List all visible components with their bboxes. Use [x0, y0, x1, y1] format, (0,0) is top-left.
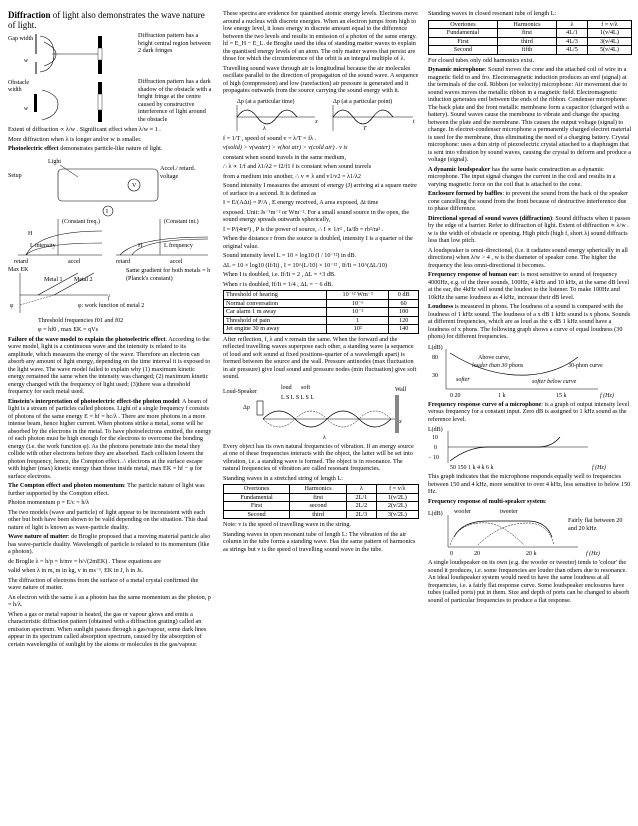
wave-fail: Failure of the wave model to explain the photoelectric effect. According to the wave model, light is a continuous wave and the intensity is related to its amplitude, which measures the energy of the wave. Therefore an electron can absorb any amount of light energy, depending on the time interval it is exposed to the light wave. The wave model failed to explain why (1) maximum kinetic energy remained the same when the intensity was changed; (2) maximum kinetic energy changed with the frequency of light used; (3)there was a threshold frequency for each metal used. — [8, 335, 211, 395]
g1-x1: 1 k — [498, 392, 506, 399]
table-cell: Threshold of hearing — [224, 291, 327, 300]
gap-description: Diffraction pattern has a bright central region between 2 dark fringes — [138, 32, 211, 54]
momentum-eq: Photon momentum p = E/c = h/λ — [8, 499, 90, 506]
diffraction-figure — [8, 32, 212, 124]
compton: The Compton effect and photon momentum: The particle nature of light was further supported by the Compton effect. — [8, 482, 205, 497]
mic-response: Frequency response curve of a microphone: is a graph of output intensity level versus frequency for a constant input. Zero dB is assigned to 1 kHz sound as the reference level. — [428, 400, 630, 423]
setup-label: Setup — [8, 172, 22, 179]
closed-title: Standing waves in closed resonant tube of length L: — [428, 10, 557, 17]
omni-text: A loudspeaker is omni-directional, (i.e. it radiates sound energy spherically in all directions) when λ/w > 4 , w is the diameter of speaker cone. The higher the frequency the less omni-directional it becomes. — [428, 246, 628, 269]
level-table — [223, 290, 419, 334]
baffles: Enclosure formed by baffles: to prevent the sound from the back of the speaker cone cancelling the sound from the front because of destructive interference due to phase difference. — [428, 190, 629, 212]
g1-ylabel: L(dB) — [428, 344, 443, 351]
g1-30: 30 — [432, 372, 438, 379]
table-header-cell: λ — [347, 485, 377, 494]
longitudinal-text: Travelling sound wave through air is longitudinal because the air molecules oscillate parallel to the direction of propagation of the sound wave. A sequence of high (compression) and low (rarefaction) air pressure is generated and it propagates outwards from the source carrying the sound energy with it. — [223, 64, 419, 94]
voltmeter-v: V — [132, 182, 137, 189]
intensity-eq: I = E/(AΔt) = P/A , E energy received, A area exposed, Δt time — [223, 199, 379, 206]
table-cell: 2L/1 — [347, 493, 377, 502]
g2-10: 10 — [432, 435, 438, 441]
table-cell: 100 — [389, 308, 419, 317]
dynamic-mic: Dynamic microphone: Sound moves the cone and the attached coil of wire in a magnetic field to and fro. Electromagnetic induction produces an emf (signal) at the terminals of the coil. Ribbon (or velocity) microphone: Air movement due to sound waves moves the metallic ribbon in a magnetic field. Electromagnetic induction generates emf between the ends of the ribbon. Condenser microphone: The back plate and the front metallic membrane form a capacitor (charged with a battery). Sound waves cause the membrane to vibrate and change the spacing between the plate and the membrane. This causes the output voltage (signal) to change. In electret-condenser microphone a permanently charged electret material is used for the membrane, thus eliminating the need of a charging battery. Crystal microphone: uses a thin strip of piezoelectric crystal attached to a diaphragm that is sent into vibration by sound waves, causing the crystal to deform and produce a voltage (signal). — [428, 66, 632, 163]
accel-electron: An electron with the same λ as a photon has the same momentum as the photon, p = h/λ. — [8, 593, 211, 608]
reflection-text: After reflection, f, λ and v remain the same. When the forward and the reflected travelling waves superpose each other, a standing wave (a sequence of loud and soft sound at fixed positions-quarter of a wavelength apart) is formed between the source and the wall. Pressure antinodes (max fluctuation in air pressure) give loud sound and pressure nodes (min fluctuation) give soft sound. — [223, 335, 417, 380]
level-row — [224, 325, 419, 334]
table-cell: First — [224, 502, 290, 511]
table-cell: Threshold of pain — [224, 316, 327, 325]
closed-note: For closed tubes only odd harmonics exist. — [428, 56, 535, 64]
string-row — [224, 493, 419, 502]
table-cell: Car alarm 1 m away — [224, 308, 327, 317]
photoelectric-figure — [8, 155, 212, 315]
table-cell: 4L/5 — [557, 46, 588, 55]
g1-x0: 0 20 — [450, 392, 461, 399]
medium-text: from a medium into another, ∴ v ∝ λ and v1/v2 = λ1/λ2 — [223, 172, 361, 180]
gap-w: w — [24, 58, 29, 64]
retard-2: retard — [116, 258, 130, 265]
ammeter-i: I — [106, 208, 108, 215]
diffraction-intro: Diffraction of light also demonstrates the wave nature of light. — [8, 10, 205, 30]
table-cell: 4L/3 — [557, 37, 588, 46]
accel-1: accel — [68, 258, 81, 265]
graph-T: T — [363, 125, 367, 132]
phon-curve-graph — [428, 343, 632, 399]
g1-xlabel: f (Hz) — [600, 392, 614, 399]
g1-softer: softer below curve — [532, 378, 577, 385]
column-3 — [428, 10, 632, 606]
column-1 — [8, 10, 212, 650]
table-cell: 1(v/2L) — [376, 493, 418, 502]
directional: Directional spread of sound waves (diffraction): Sound diffracts when it passes by the edge of a barrier. Refer to diffraction of light. Extent of diffraction ∝ λ/w . w is the width of obstacle or opening. High pitch (high f, short λ) sound diffracts less than low pitch. — [428, 214, 631, 244]
standing-lambda: λ — [323, 434, 326, 441]
g2-xlabel: f (Hz) — [592, 465, 606, 471]
graph-lambda: λ — [263, 125, 266, 132]
g2-m10: − 10 — [428, 455, 439, 461]
phi-note: φ: work function of metal 2 — [78, 302, 145, 309]
gas-emission: When a gas or metal vapour is heated, the gas or vapour glows and emits a characteristic diffraction pattern (obtained with a diffraction grating) called an emission spectrum. When sunlight passes through a gas/vapour, some dark lines appear in its spectrum called absorption spectrum, caused by the absorption of certain wavelengths of sunlight by the atoms or molecules in the gas/vapour. — [8, 610, 207, 648]
debroglie-valid: valid when λ in m, m in kg, v in ms⁻¹, EK in J, h in Js. — [8, 567, 144, 574]
table-cell: 140 — [389, 325, 419, 334]
debroglie-eq: de Broglie λ = h/p = h/mv = h/√(2mEK) . These equations are — [8, 557, 162, 565]
mic-response-graph — [428, 425, 632, 471]
g3-xlabel: f (Hz) — [586, 551, 600, 557]
table-cell: Jet engine 30 m away — [224, 325, 327, 334]
string-row — [224, 510, 419, 519]
exposed-text: exposed. Unit: Js⁻¹m⁻² or Wm⁻². For a small sound source in the open, the sound energy spreads outwards spherically, — [223, 208, 410, 223]
loudness: Loudness is measured in phons. The loudness of a sound is compared with the loudness of 1 kHz sound. The loudness of a x dB 1 kHz sound is x phons. Sounds at different frequencies, which are as loud as the x dB 1 kHz sound have a loudness of x phons. The following graph shows a curve of equal loudness (30 phons) for different frequencies. — [428, 303, 631, 340]
doubled-text: When I is doubled, i.e. If/Ii = 2 , ΔL = +3 dB. — [223, 271, 336, 278]
graph-time-label: Δp (at a particular time) — [237, 98, 295, 105]
level-row — [224, 291, 419, 300]
closed-row — [429, 29, 632, 38]
freq-eq: f = 1/T , speed of sound v = λ/T = fλ . — [223, 134, 317, 142]
obstacle-label: Obstacle — [8, 80, 29, 86]
string-row — [224, 502, 419, 511]
h-freq: H — [138, 242, 143, 249]
multi-speaker-graph — [428, 507, 632, 557]
graph-point-label: Δp (at a particular point) — [333, 98, 393, 105]
spherical-eq: I = P/(4πr²) , P is the power of source, ∴ I ∝ 1/r² , Ia/Ib = rb²/ra² . — [223, 225, 384, 233]
table-cell: 4L/1 — [557, 29, 588, 38]
g1-louder: louder than 30 phons — [472, 362, 524, 369]
spectra-text: These spectra are evidence for quantised atomic energy levels. Electrons move around a nucleus with discrete energies. When an electron jumps from high to low energy level, it loses energy in discrete amount equal to the difference between the two levels and results in emission of a photon of the same energy. hf = E_H − E_L. de Broglie used the idea of standing matter waves to explain the quantised energy levels of an atom. The only matter waves that persist are those for which the circumference of the orbit is an integral multiple of λ. — [223, 10, 418, 62]
obstacle-description: Diffraction pattern has a dark shadow of the obstacle with a bright fringe at the centre caused by constructive interference of light around the obstacle — [138, 78, 212, 123]
table-cell: third — [290, 510, 347, 519]
einstein: Einstein's interpretation of photoelectric effect-the photon model: A beam of light is a stream of particles called photons. Light of a single frequency f consists of photons of the same energy E = hf = hc/λ . There are more photons in a more intense beam, hence higher current. When photons strike a metal, some will be absorbed by the electrons in the metal. To have photoelectrons emitted, the energy of each photon must be high enough for the electrons to overcome the bonding energy (i.e. the work function φ). As the photons penetrate into the metal they collide with other electrons before they are absorbed. Each collision lowers the photon frequency, hence, the Compton effect. ∴ electrons at the surface escape with higher (max) kinetic energy than those inside metal, max EK = hf − φ for surface electrons. — [8, 397, 212, 480]
table-cell: 1(v/4L) — [587, 29, 631, 38]
g2-0: 0 — [434, 445, 437, 451]
g1-softer-left: softer — [456, 376, 470, 383]
table-header-cell: Harmonics — [497, 20, 556, 29]
table-cell: 3(v/4L) — [587, 37, 631, 46]
table-cell: 10⁻² — [327, 308, 389, 317]
retard-1: retard — [14, 258, 28, 265]
standing-wave-figure — [223, 383, 419, 441]
table-cell: third — [497, 37, 556, 46]
dp-label: Δp — [243, 404, 250, 411]
level-row — [224, 308, 419, 317]
g3-woofer: woofer — [454, 509, 471, 515]
g1-above: Above curve, — [478, 354, 511, 361]
ratio-eq: ∴ λ ∝ 1/f and λ1/λ2 = f2/f1 f is constant when sound travels — [223, 163, 372, 170]
g1-80: 80 — [432, 354, 438, 361]
constant-text: constant when sound travels in the same medium, — [223, 153, 347, 161]
single-speaker-text: A single loudspeaker on its own (e.g. the woofer or tweeter) tends to 'colour' the sound it produces, i.e. some frequencies are louder than others due to resonance. An ideal loudspeaker system would need to have the same loudness at all frequencies, i.e. a fairly flat response curve. Some loudspeaker enclosures have tubes (called ports) put in them. Size and depth of ports can be changed to absorb sound of particular frequencies to produce a flat response. — [428, 559, 630, 604]
table-cell: first — [497, 29, 556, 38]
accel-label: Accel./ retard. voltage — [160, 164, 196, 179]
extent-text: Extent of diffraction ∝ λ/w . Significant effect when λ/w ≈ 1 . — [8, 126, 161, 133]
diffraction-title: Diffraction — [8, 10, 51, 20]
electron-diffraction: The diffraction of electrons from the surface of a metal crystal confirmed the wave nature of matter. — [8, 576, 199, 591]
table-cell: 5(v/4L) — [587, 46, 631, 55]
table-cell: 1 — [327, 316, 389, 325]
phi-eq: φ = hf0 , max EK = qVs — [38, 326, 99, 333]
g3-x20k: 20 k — [526, 551, 537, 557]
table-cell: Second — [429, 46, 498, 55]
standing-x: x — [399, 418, 402, 425]
loudspeaker: A dynamic loudspeaker has the same basic construction as a dynamic microphone. The input signal changes the current in the coil and results in a varying magnetic force on the coil that is attached to the cone. — [428, 165, 616, 188]
table-cell: Second — [224, 510, 290, 519]
table-cell: 3(v/2L) — [376, 510, 418, 519]
phi-label: φ — [10, 302, 14, 309]
metal-1: Metal 1 — [44, 276, 63, 283]
loudspeaker-label: Loud-Speaker — [223, 388, 257, 395]
table-cell: first — [290, 493, 347, 502]
table-cell: Normal conversation — [224, 299, 327, 308]
photoelectric-intro: Photoelectric effect demonstrates particle-like nature of light. — [8, 145, 163, 152]
g3-x0: 0 — [450, 551, 453, 557]
graph-x: x — [315, 118, 318, 125]
table-header — [224, 485, 419, 494]
table-header-cell: λ — [557, 20, 588, 29]
g1-x15: 15 k — [556, 392, 567, 399]
graph-t: t — [413, 118, 415, 125]
g2-x: 50 150 1 k 4 k 6 k — [450, 465, 494, 471]
light-label: Light — [48, 158, 61, 165]
string-note: Note: v is the speed of travelling wave in the string. — [223, 521, 352, 528]
table-header-cell: Overtones — [429, 20, 498, 29]
obstacle-w: w — [24, 106, 29, 112]
two-models: The two models (wave and particle) of light appear to be inconsistent with each other but both have been shown to be valid depending on the situation. This dual nature of light is known as wave-particle duality. — [8, 508, 208, 531]
g1-curve: 30-phon curve — [568, 362, 603, 369]
table-cell: 10⁻⁶ — [327, 299, 389, 308]
gap-label: Gap width — [8, 36, 34, 42]
open-tube-text: Standing waves in open resonant tube of length L: The vibration of the air column in the tube forms a standing wave. Has the same pattern of harmonics as strings but v is the speed of travelling sound wave in the tube. — [223, 530, 416, 553]
level-row — [224, 316, 419, 325]
speed-order: v(solid) > v(water) > v(hot air) > v(cold air) . v is — [223, 144, 348, 151]
table-cell: 60 — [389, 299, 419, 308]
table-cell: 120 — [389, 316, 419, 325]
loud-label: loud — [281, 384, 292, 391]
obstacle-width-label: width — [8, 87, 22, 93]
table-cell: 0 dB — [389, 291, 419, 300]
closed-table — [428, 20, 632, 55]
g3-flat: Fairly flat between 20 and 20 kHz — [568, 517, 623, 532]
column-2 — [223, 10, 419, 555]
table-cell: fifth — [497, 46, 556, 55]
string-table — [223, 484, 419, 519]
const-int: (Constant int.) — [164, 218, 199, 225]
mic-graph-text: This graph indicates that the microphone responds equally well to frequencies between 150 and 4 kHz, more sensitive to over 4 kHz, less sensitive to below 150 Hz. — [428, 473, 631, 495]
table-cell: 2L/2 — [347, 502, 377, 511]
pressure-graphs — [223, 97, 419, 133]
table-header-cell: f = v/λ — [376, 485, 418, 494]
l-intensity: L intensity — [30, 242, 56, 249]
g3-x20: 20 — [474, 551, 480, 557]
resonance-text: Every object has its own natural frequencies of vibration. If an energy source at one of these frequencies interacts with the object, the latter will be set into vibration, i.e. a standing wave is formed. The object is in resonance. The natural frequencies of vibration are called resonant frequencies. — [223, 442, 414, 472]
table-header-cell: Overtones — [224, 485, 290, 494]
same-gradient: Same gradient for both metals = h (Planck's constant) — [126, 266, 211, 281]
ls-label: L S L S L S L — [281, 394, 315, 401]
intensity-text: Sound intensity I measures the amount of energy (J) arriving at a square metre of surface in a second. It is defined as — [223, 182, 417, 197]
delta-l-eq: ΔL = 10 × log10 (If/Ii) , I = 10^(L/10) × 10⁻¹² , If/Ii = 10^(ΔL/10) — [223, 261, 387, 269]
max-ek: Max EK — [8, 266, 29, 273]
soft-label: soft — [301, 384, 310, 391]
table-cell: 2L/3 — [347, 510, 377, 519]
distance-text: When the distance r from the source is doubled, intensity I is a quarter of the original value. — [223, 235, 413, 250]
table-cell: 10² — [327, 325, 389, 334]
table-cell: Fundamental — [224, 493, 290, 502]
g3-tweeter: tweeter — [500, 509, 518, 515]
r-doubled-text: When r is doubled, If/Ii = 1/4 , ΔL = − 6 dB. — [223, 280, 333, 288]
wall-label: Wall — [395, 386, 407, 393]
closed-row — [429, 46, 632, 55]
multi-speaker: Frequency response of multi-speaker system: — [428, 497, 547, 505]
accel-2: accel — [170, 258, 183, 265]
table-cell: 10⁻¹² Wm⁻² — [327, 291, 389, 300]
h-intensity: H — [28, 230, 33, 237]
g2-ylabel: L(dB) — [428, 427, 443, 433]
more-diffraction: More diffraction when λ is longer and/or w is smaller. — [8, 135, 142, 143]
table-header — [429, 20, 632, 29]
closed-row — [429, 37, 632, 46]
table-cell: second — [290, 502, 347, 511]
level-eq: Sound intensity level L = 10 × log10 (I / 10⁻¹²) in dB. — [223, 252, 357, 259]
string-title: Standing waves in a stretched string of length L: — [223, 474, 343, 482]
const-freq: (Constant freq.) — [62, 218, 100, 225]
table-cell: First — [429, 37, 498, 46]
l-freq: L frequency — [164, 242, 193, 249]
level-row — [224, 299, 419, 308]
f-label: f — [108, 294, 110, 301]
matter-wave: Wave nature of matter: de Broglie proposed that a moving material particle also has wave-particle duality. Wavelength of particle is related to its momentum (like a photon). — [8, 533, 211, 555]
table-cell: Fundamental — [429, 29, 498, 38]
g3-ylabel: L(dB) — [428, 511, 443, 517]
human-ear: Frequency response of human ear: is most sensitive to sound of frequency 4000Hz, e.g. of the three sounds, 100Hz, 4 kHz and 10 kHz, at the same dB level at the ear, the 4kHz will sound the loudest to the listener. To make 100Hz and 10kHz the same loudness as 4 kHz, increase their dB level. — [428, 271, 630, 301]
metal-2: Metal 2 — [74, 276, 93, 283]
threshold-freq: Threshold frequencies f01 and f02 — [38, 316, 124, 324]
table-header-cell: Harmonics — [290, 485, 347, 494]
photoelectric-title: Photoelectric effect — [8, 145, 59, 152]
table-cell: 2(v/2L) — [376, 502, 418, 511]
table-header-cell: f = v/λ — [587, 20, 631, 29]
